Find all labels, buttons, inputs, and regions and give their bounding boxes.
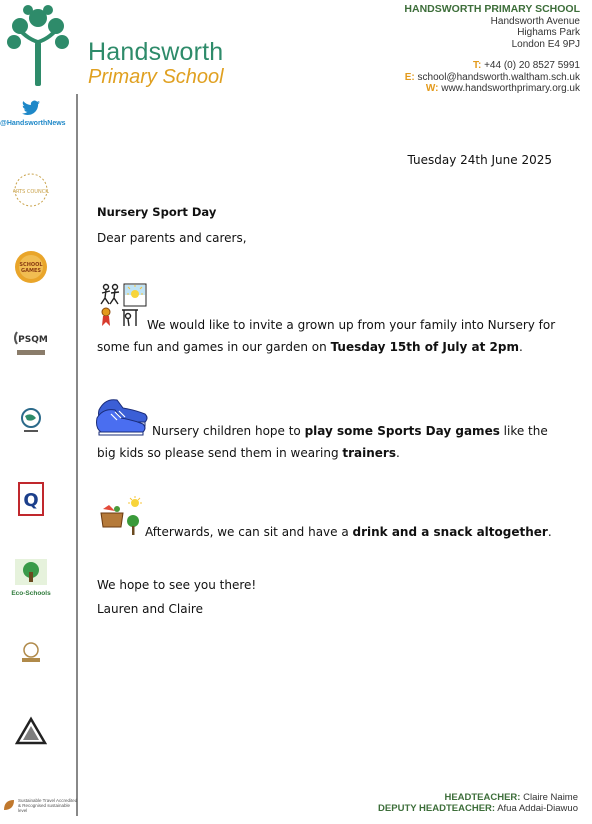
travel-leaf-icon — [2, 798, 16, 812]
school-games-icon — [14, 250, 48, 284]
psqm-badge — [0, 328, 62, 362]
sidebar-divider — [76, 94, 78, 816]
event-datetime: Tuesday 15th of July at 2pm — [330, 340, 519, 354]
arts-council-icon — [13, 172, 49, 208]
letter-greeting: Dear parents and carers, — [97, 231, 247, 245]
letter-date: Tuesday 24th June 2025 — [407, 153, 552, 167]
svg-text:Q: Q — [23, 490, 39, 511]
twitter-bird-icon — [22, 100, 40, 116]
svg-text:ARTS COUNCIL: ARTS COUNCIL — [13, 189, 49, 195]
letter-signature: Lauren and Claire — [97, 602, 203, 616]
web-line[interactable]: W: www.handsworthprimary.org.uk — [425, 83, 580, 94]
sustainable-travel-badge: Sustainable Travel Accredited & Recognised sustainable level — [2, 798, 78, 813]
eco-schools-badge — [0, 558, 62, 597]
eco-schools-label: Eco-Schools — [11, 590, 51, 597]
letter-subject: Nursery Sport Day — [97, 205, 217, 219]
svg-text:PSQM: PSQM — [18, 335, 48, 345]
triangle-logo-icon — [15, 716, 47, 746]
triangle-badge — [0, 716, 62, 750]
snack-emphasis: drink and a snack altogether — [352, 525, 548, 539]
address-line: London E4 9PJ — [511, 38, 580, 50]
school-name-line2: Primary School — [88, 66, 224, 88]
quality-mark-icon — [18, 482, 44, 516]
svg-text:SCHOOL: SCHOOL — [19, 262, 43, 268]
award-icon — [16, 640, 46, 666]
twitter-link[interactable] — [0, 100, 66, 127]
sports-games-emphasis: play some Sports Day games — [304, 424, 500, 438]
psqm-icon — [11, 328, 51, 358]
address-line: Handsworth Avenue — [490, 15, 580, 27]
staff-footer — [378, 792, 578, 814]
letter-closing: We hope to see you there! — [97, 578, 257, 592]
address-line: Highams Park — [517, 27, 580, 38]
email-line[interactable]: E: school@handsworth.waltham.sch.uk — [404, 71, 580, 83]
deputy-headteacher-line: DEPUTY HEADTEACHER: Afua Addai-Diawuo — [378, 803, 578, 814]
letter-paragraph-trainers: Nursery children hope to play some Sports Day games like the big kids so please send them in wearing trainers. — [97, 424, 548, 460]
letter-paragraph-snack: Afterwards, we can sit and have a drink and a snack altogether. — [145, 525, 552, 539]
headteacher-line: HEADTEACHER: Claire Naime — [444, 792, 578, 803]
letter-paragraph-invite: We would like to invite a grown up from your family into Nursery for some fun and games in our garden on Tuesday 15th of July at 2pm. — [97, 318, 556, 354]
trainers-emphasis: trainers — [342, 446, 396, 460]
school-name-line1: Handsworth — [88, 38, 224, 66]
award-badge — [0, 640, 62, 670]
globe-icon — [16, 405, 46, 435]
arts-council-badge — [0, 172, 62, 212]
school-logo-icon — [6, 4, 70, 88]
school-games-badge — [0, 250, 62, 288]
svg-text:GAMES: GAMES — [21, 268, 41, 274]
address-title: HANDSWORTH PRIMARY SCHOOL — [404, 3, 580, 15]
international-school-badge — [0, 405, 62, 439]
phone-line: T: +44 (0) 20 8527 5991 — [472, 60, 580, 71]
twitter-handle[interactable]: @HandsworthNews — [0, 120, 66, 127]
quality-mark-badge — [0, 482, 62, 520]
school-address-block — [404, 4, 580, 95]
eco-schools-icon — [14, 558, 48, 586]
